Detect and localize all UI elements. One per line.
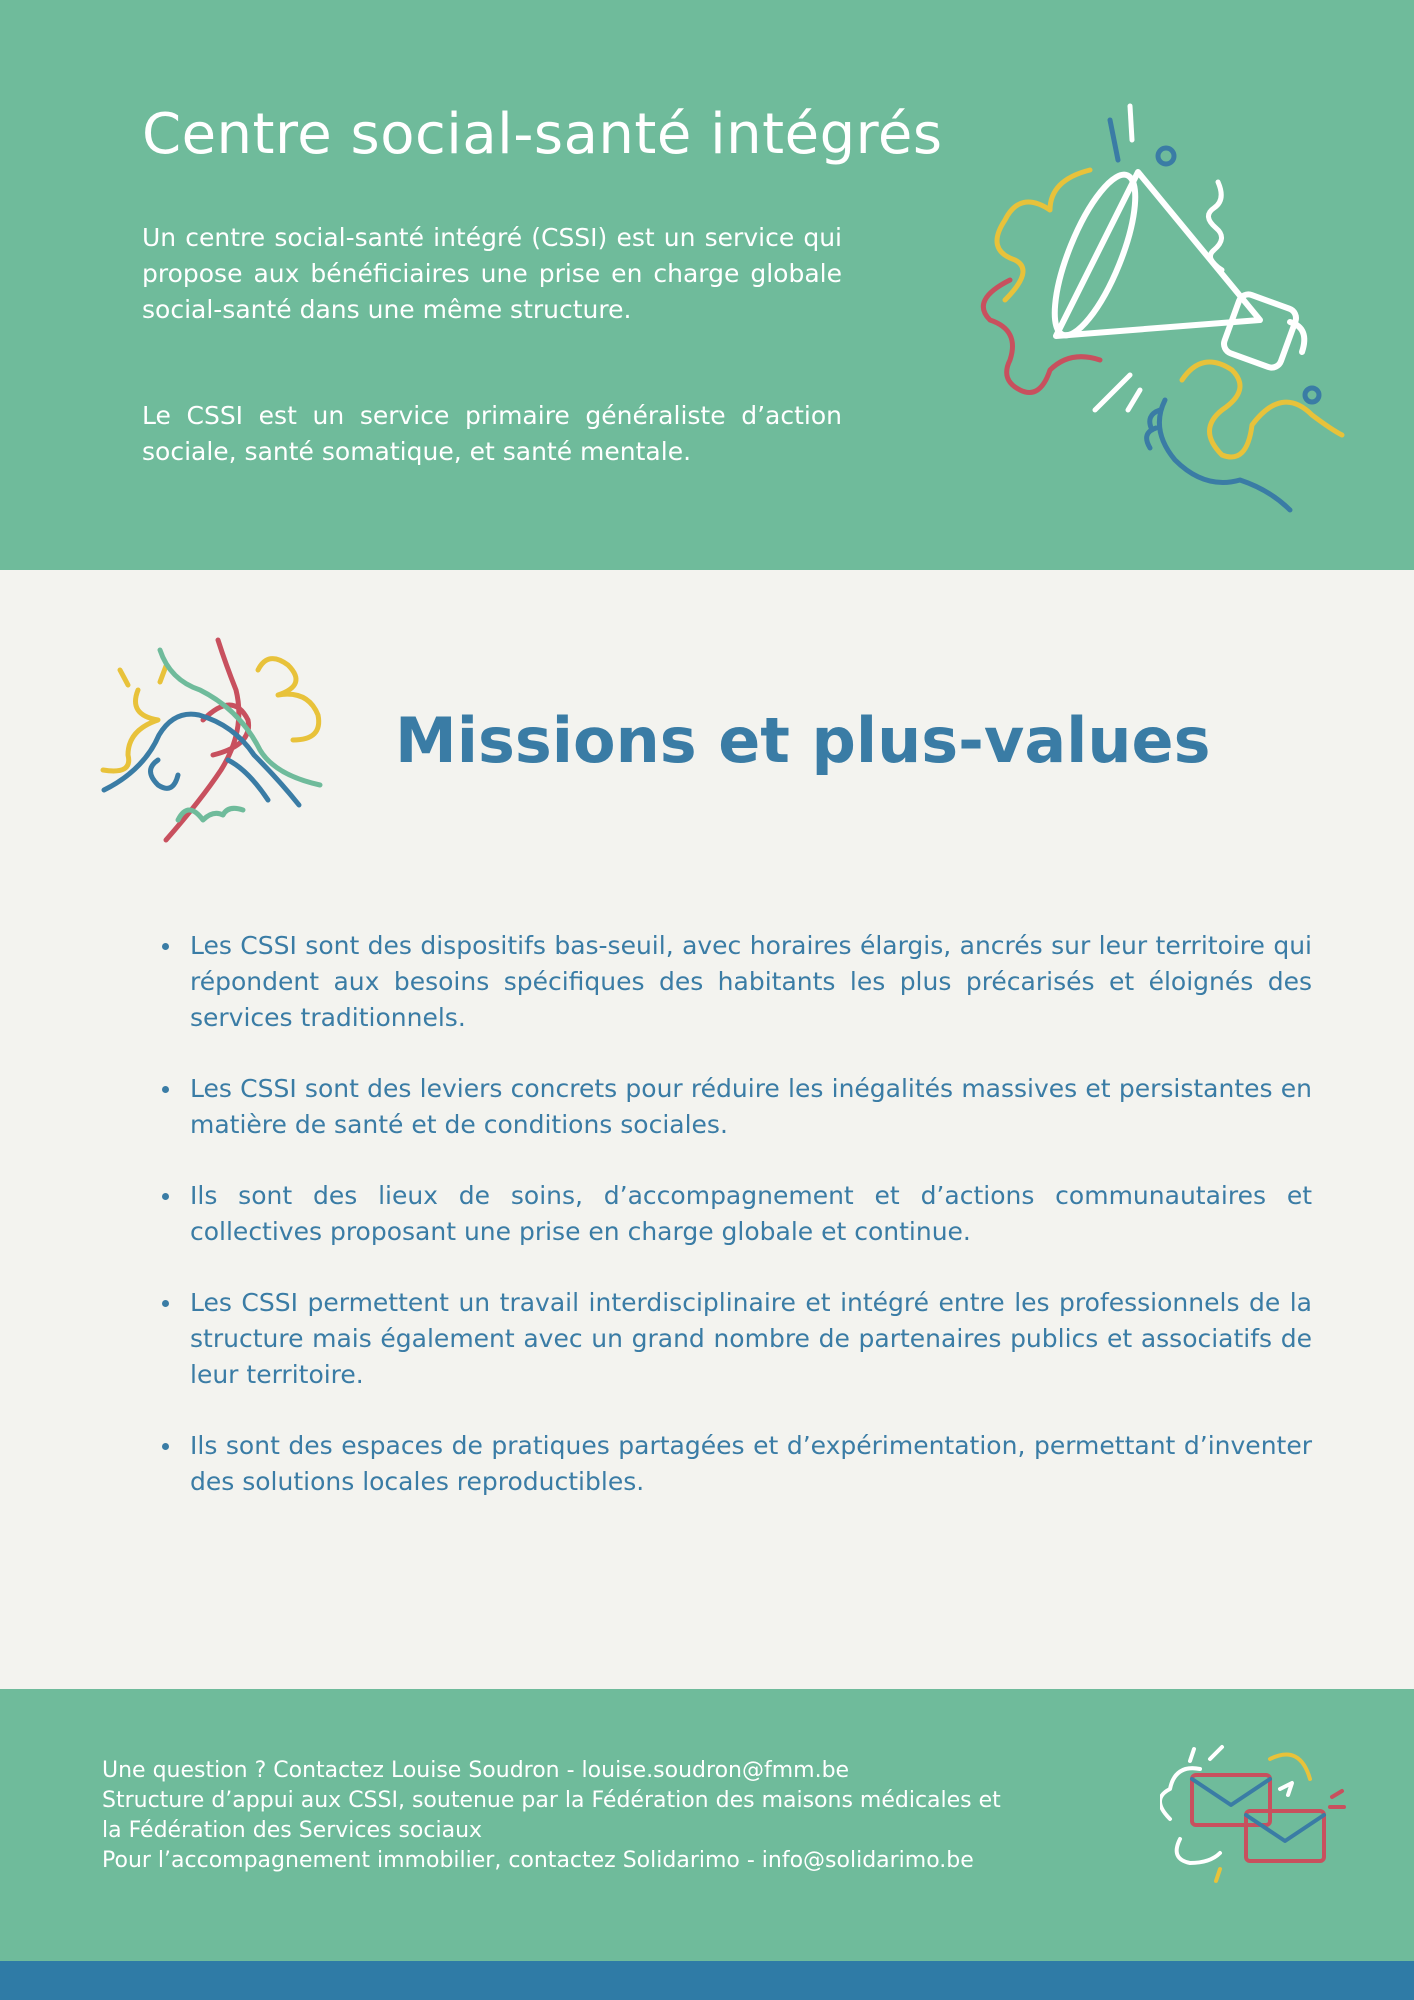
list-item: Les CSSI sont des dispositifs bas-seuil, avec horaires élargis, ancrés sur leur territoire qui répondent aux besoins spécifiques des habitants les plus précarisés et éloignés des services traditionnels. [190,928,1312,1036]
footer-section [0,1689,1414,1961]
header-section [0,0,1414,570]
list-item: Ils sont des lieux de soins, d’accompagnement et d’actions communautaires et collectives proposant une prise en charge globale et continue. [190,1178,1312,1250]
footer-line-structure: Structure d’appui aux CSSI, soutenue par la Fédération des maisons médicales et [102,1788,1001,1813]
footer-line-federation: la Fédération des Services sociaux [102,1818,483,1843]
missions-list [150,928,1312,1535]
bottom-bar [0,1961,1414,2000]
envelopes-icon [1160,1739,1350,1889]
megaphone-icon [960,90,1360,530]
footer-line-immobilier: Pour l’accompagnement immobilier, contactez Solidarimo - info@solidarimo.be [102,1848,974,1873]
intro-paragraph-1: Un centre social-santé intégré (CSSI) est un service qui propose aux bénéficiaires une prise en charge globale social-santé dans une même structure. [142,223,842,324]
footer-line-question: Une question ? Contactez Louise Soudron - louise.soudron@fmm.be [102,1758,850,1783]
list-item: Ils sont des espaces de pratiques partagées et d’expérimentation, permettant d’inventer des solutions locales reproductibles. [190,1428,1312,1500]
missions-title: Missions et plus-values [395,704,1211,777]
list-item: Les CSSI sont des leviers concrets pour réduire les inégalités massives et persistantes en matière de santé et de conditions sociales. [190,1071,1312,1143]
intro-paragraph-2: Le CSSI est un service primaire généraliste d’action sociale, santé somatique, et santé mentale. [142,401,842,466]
footer-contact-text [102,1756,1112,1876]
joined-hands-icon [98,630,338,850]
list-item: Les CSSI permettent un travail interdisciplinaire et intégré entre les professionnels de la structure mais également avec un grand nombre de partenaires publics et associatifs de leur territoire. [190,1285,1312,1393]
page-title: Centre social-santé intégrés [142,102,943,167]
